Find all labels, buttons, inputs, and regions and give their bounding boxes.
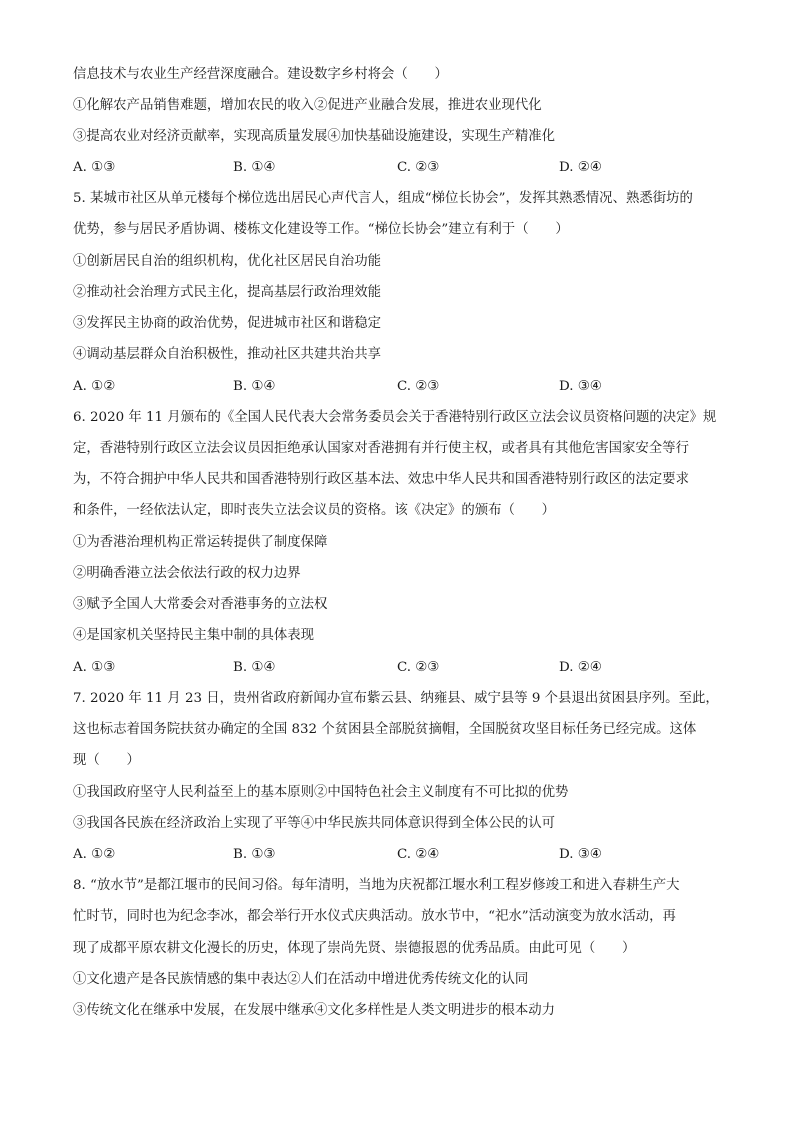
q6-statement-4: ④是国家机关坚持民主集中制的具体表现 bbox=[73, 628, 315, 643]
option-d: D. ②④ bbox=[559, 660, 602, 675]
q5-stem-line-2: 优势，参与居民矛盾协调、楼栋文化建设等工作。“梯位长协会”建立有利于（ ） bbox=[73, 222, 569, 237]
q8-stem-line-2: 忙时节，同时也为纪念李冰，都会举行开水仪式庆典活动。放水节中，“祀水”活动演变为放水活动，再 bbox=[73, 909, 676, 924]
q5-statement-1: ①创新居民自治的组织机构，优化社区居民自治功能 bbox=[73, 254, 381, 269]
q6-options bbox=[73, 659, 633, 677]
q5-stem-line-1: 5. 某城市社区从单元楼每个梯位选出居民心声代言人，组成“梯位长协会”，发挥其熟悉情况、熟悉街坊的 bbox=[73, 191, 693, 206]
option-a: A. ①③ bbox=[73, 660, 116, 675]
option-c: C. ②③ bbox=[397, 660, 440, 675]
q7-stem-line-1: 7. 2020 年 11 月 23 日，贵州省政府新闻办宣布紫云县、纳雍县、威宁县等 9 个县退出贫困县序列。至此， bbox=[73, 691, 719, 706]
q5-statement-3: ③发挥民主协商的政治优势，促进城市社区和谐稳定 bbox=[73, 316, 381, 331]
q7-statements-2: ③我国各民族在经济政治上实现了平等④中华民族共同体意识得到全体公民的认可 bbox=[73, 816, 556, 831]
option-b: B. ①④ bbox=[233, 160, 276, 175]
q6-stem-line-3: 为，不符合拥护中华人民共和国香港特别行政区基本法、效忠中华人民共和国香港特别行政区的法定要求 bbox=[73, 472, 689, 487]
q5-statement-2: ②推动社会治理方式民主化，提高基层行政治理效能 bbox=[73, 285, 381, 300]
option-d: D. ②④ bbox=[559, 160, 602, 175]
q6-statement-2: ②明确香港立法会依法行政的权力边界 bbox=[73, 566, 301, 581]
q8-statements-1: ①文化遗产是各民族情感的集中表达②人们在活动中增进优秀传统文化的认同 bbox=[73, 972, 529, 987]
option-d: D. ③④ bbox=[559, 847, 602, 862]
q6-statement-1: ①为香港治理机构正常运转提供了制度保障 bbox=[73, 535, 328, 550]
q5-statement-4: ④调动基层群众自治积极性，推动社区共建共治共享 bbox=[73, 347, 381, 362]
q8-stem-line-3: 现了成都平原农耕文化漫长的历史，体现了崇尚先贤、崇德报恩的优秀品质。由此可见（ ） bbox=[73, 941, 636, 956]
option-c: C. ②④ bbox=[397, 847, 440, 862]
option-d: D. ③④ bbox=[559, 379, 602, 394]
q4-options bbox=[73, 159, 633, 177]
q7-options bbox=[73, 846, 633, 864]
q6-stem-line-1: 6. 2020 年 11 月颁布的《全国人民代表大会常务委员会关于香港特别行政区立法会议员资格问题的决定》规 bbox=[73, 410, 717, 425]
q6-stem-line-4: 和条件，一经依法认定，即时丧失立法会议员的资格。该《决定》的颁布（ ） bbox=[73, 503, 556, 518]
q4-statements-1: ①化解农产品销售难题，增加农民的收入②促进产业融合发展，推进农业现代化 bbox=[73, 98, 542, 113]
option-a: A. ①② bbox=[73, 379, 116, 394]
q4-stem-tail: 信息技术与农业生产经营深度融合。建设数字乡村将会（ ） bbox=[73, 67, 448, 82]
q5-options bbox=[73, 378, 633, 396]
q7-statements-1: ①我国政府坚守人民利益至上的基本原则②中国特色社会主义制度有不可比拟的优势 bbox=[73, 785, 569, 800]
option-a: A. ①③ bbox=[73, 160, 116, 175]
q8-statements-2: ③传统文化在继承中发展，在发展中继承④文化多样性是人类文明进步的根本动力 bbox=[73, 1003, 556, 1018]
option-a: A. ①② bbox=[73, 847, 116, 862]
q6-statement-3: ③赋予全国人大常委会对香港事务的立法权 bbox=[73, 597, 328, 612]
q6-stem-line-2: 定，香港特别行政区立法会议员因拒绝承认国家对香港拥有并行使主权，或者具有其他危害国家安全等行 bbox=[73, 441, 689, 456]
q8-stem-line-1: 8. “放水节”是都江堰市的民间习俗。每年清明，当地为庆祝都江堰水利工程岁修竣工和进入春耕生产大 bbox=[73, 878, 680, 893]
option-c: C. ②③ bbox=[397, 160, 440, 175]
option-c: C. ②③ bbox=[397, 379, 440, 394]
q7-stem-line-2: 这也标志着国务院扶贫办确定的全国 832 个贫困县全部脱贫摘帽，全国脱贫攻坚目标任务已经完成。这体 bbox=[73, 722, 697, 737]
q7-stem-line-3: 现（ ） bbox=[73, 753, 140, 768]
option-b: B. ①④ bbox=[233, 379, 276, 394]
option-b: B. ①④ bbox=[233, 660, 276, 675]
q4-statements-2: ③提高农业对经济贡献率，实现高质量发展④加快基础设施建设，实现生产精准化 bbox=[73, 129, 556, 144]
option-b: B. ①③ bbox=[233, 847, 276, 862]
